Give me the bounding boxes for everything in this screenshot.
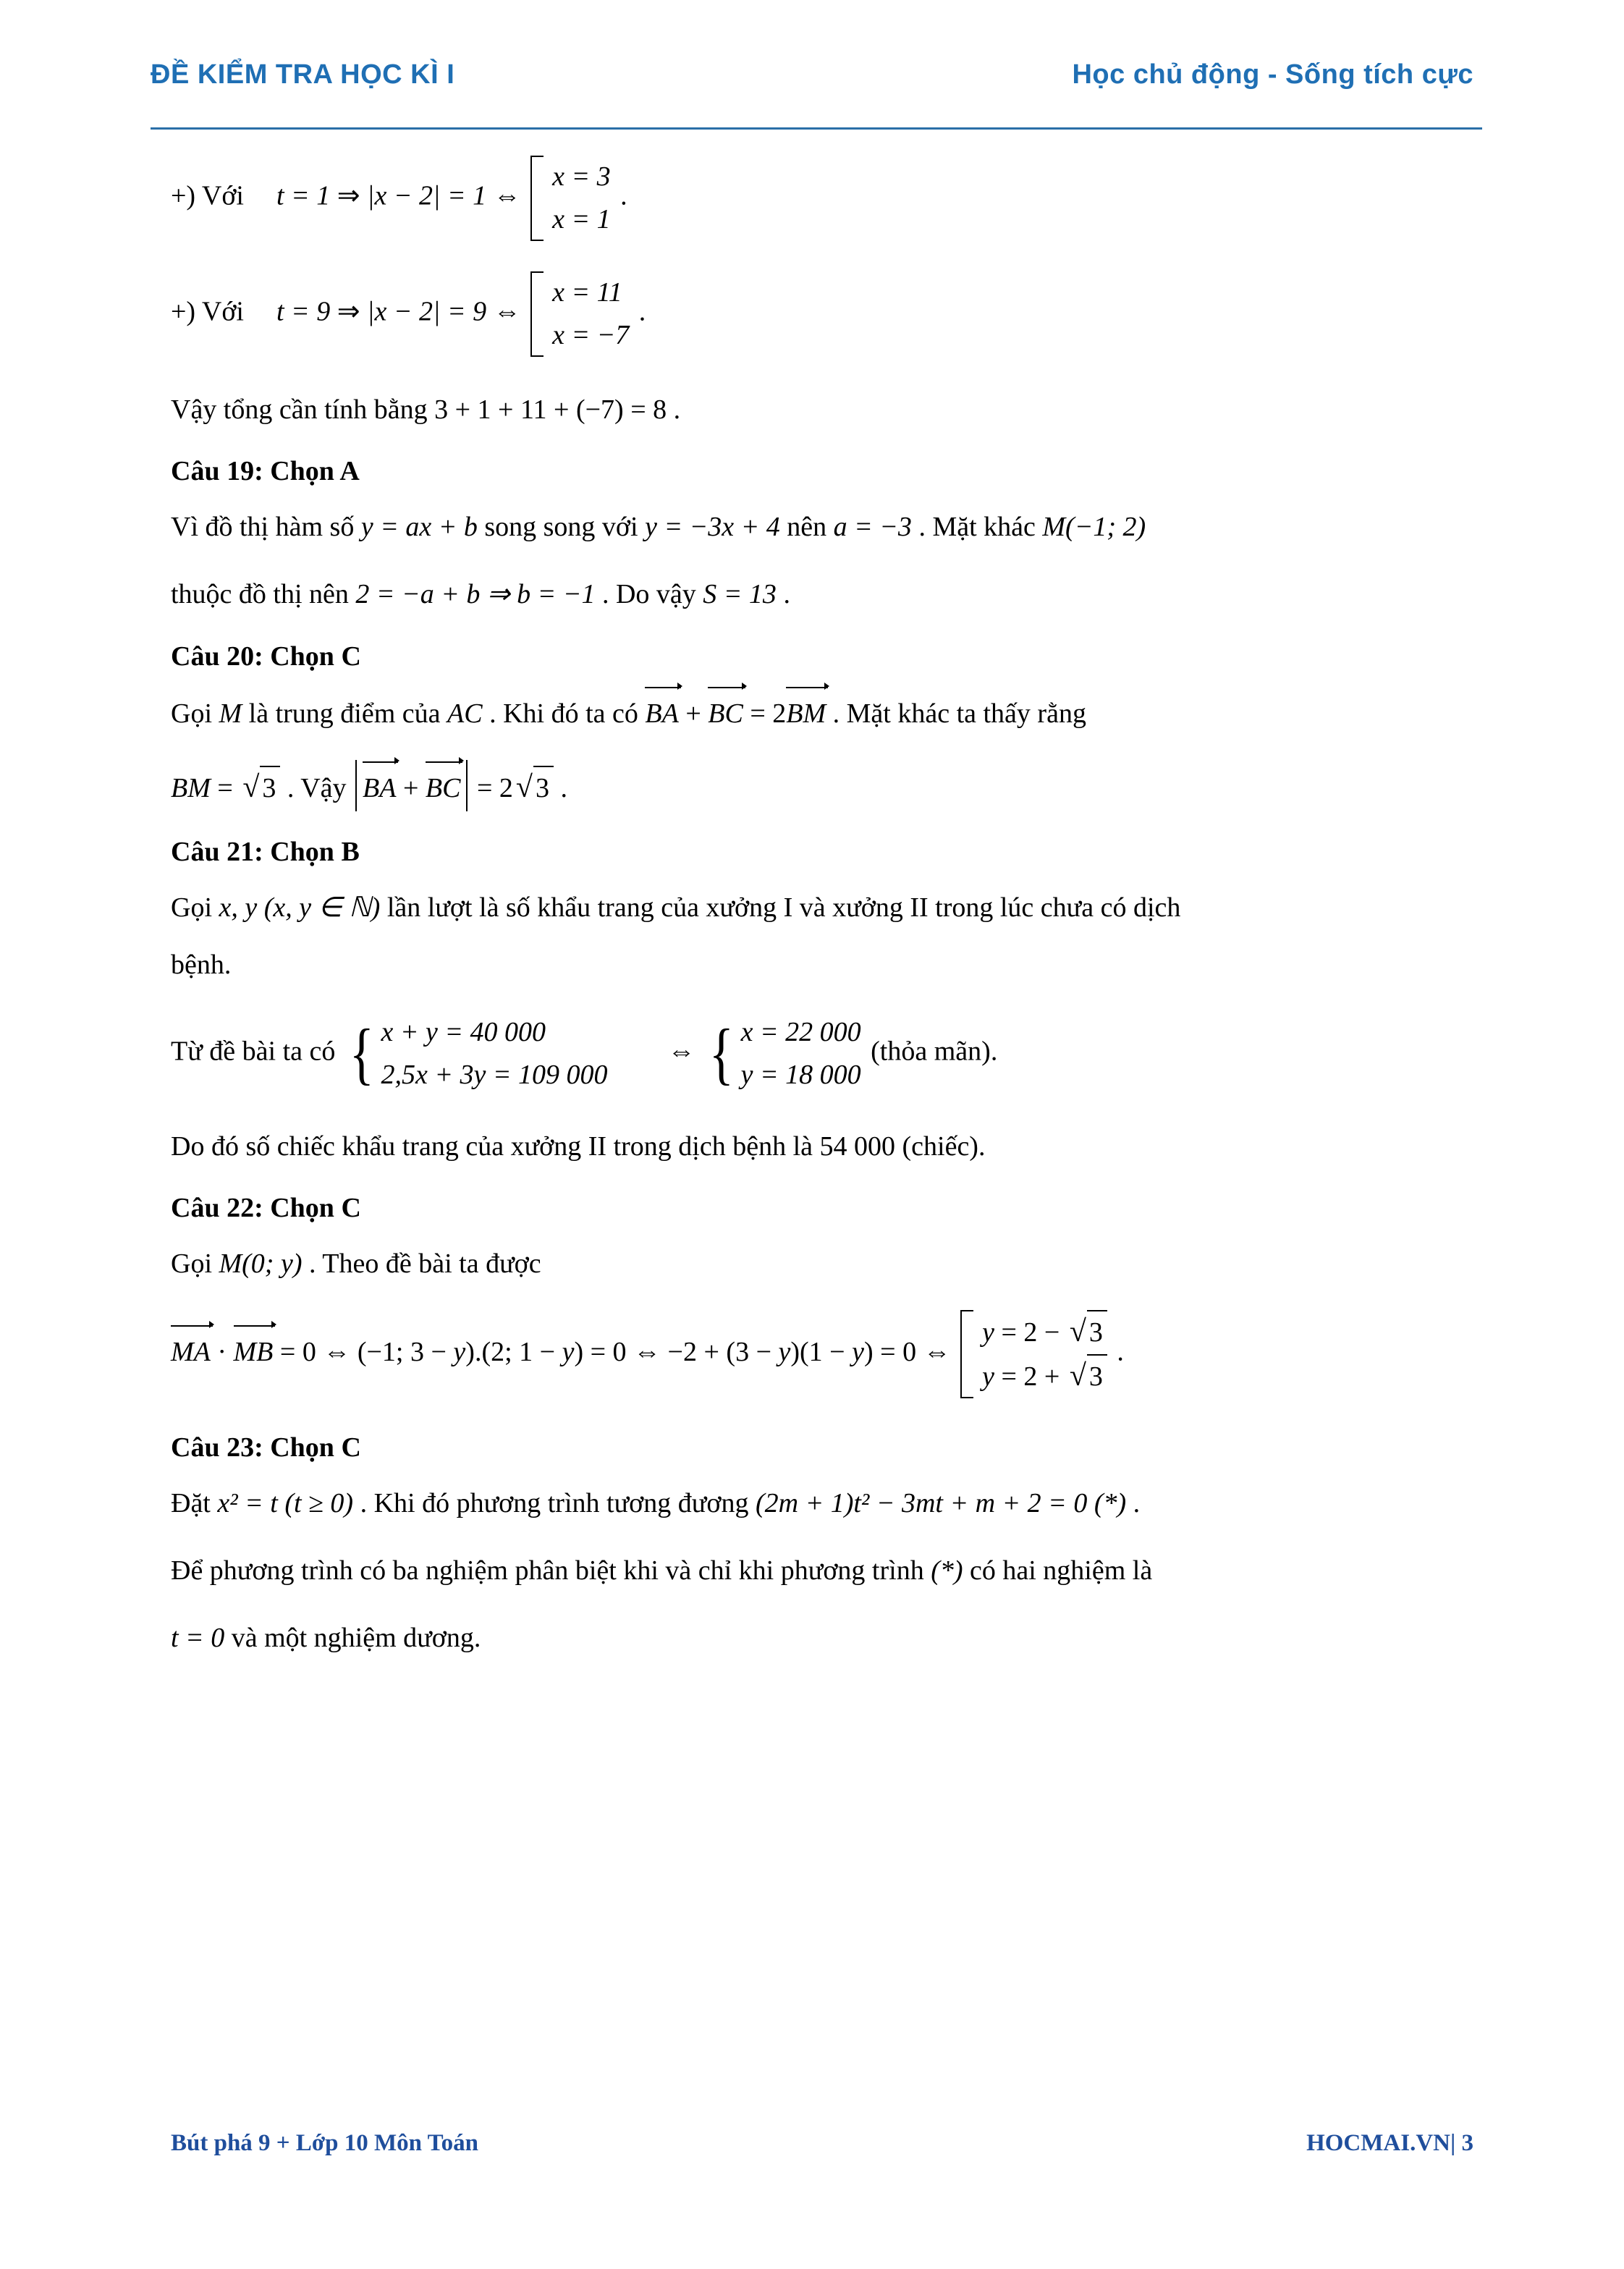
case2-implies: ⇒ [337,296,360,327]
sum-period: . [673,394,681,425]
q21-thoa-man: (thỏa mãn). [871,1036,998,1067]
question-19-paragraph-1 [171,506,1472,549]
q20-text-d: . Mặt khác ta thấy rằng [832,698,1086,730]
q19-p2-formula-1: 2 = −a + b ⇒ b = −1 [355,579,596,610]
q21-p4-text-a: Do đó số chiếc khẩu trang của xưởng II trong dịch bệnh là [171,1131,813,1162]
case2-iff: ⇔ [493,296,521,327]
q20-bm-length: BM = √ 3 [171,773,287,803]
question-21-paragraph-1 [171,887,1472,929]
q19-p2-text-c: . [783,579,790,610]
q19-p2-formula-2: S = 13 [703,579,777,610]
q22-point-m: M(0; y) [219,1248,303,1280]
q21-system-1: { x + y = 40 000 2,5x + 3y = 109 000 [345,1011,608,1097]
header-left-title: ĐỀ KIỂM TRA HỌC KÌ I [151,59,455,90]
q21-p4-text-b: (chiếc). [902,1131,986,1162]
q23-text-a: Đặt [171,1488,211,1519]
case2-abs-equation: |x − 2| = 9 [367,296,487,327]
page-header [151,59,1473,90]
q20-p2-period: . [560,773,567,804]
q23-text-c: . [1133,1488,1141,1519]
sum-text: Vậy tổng cần tính bằng [171,394,428,425]
q19-text-a: Vì đồ thị hàm số [171,512,355,543]
case-t-equals-9 [171,271,1472,357]
case2-root-1: x = 11 [552,276,622,308]
q23-p3-text: và một nghiệm dương. [231,1622,481,1653]
question-19-paragraph-2 [171,573,1472,616]
case1-bracket [530,156,544,241]
header-right-slogan: Học chủ động - Sống tích cực [1072,59,1473,90]
header-divider [151,127,1482,130]
q20-p2-text-a: . Vậy [287,773,347,804]
case2-bracket [530,271,544,357]
question-23-paragraph-2 [171,1550,1472,1592]
q22-root-system [960,1310,1107,1398]
q21-system-2: { x = 22 000 y = 18 000 [705,1011,861,1097]
q21-sys1-row-1: x + y = 40 000 [381,1016,546,1047]
q19-p2-text-a: thuộc đồ thị nên [171,579,349,610]
q21-variables: x, y (x, y ∈ ℕ) [219,892,381,924]
question-22-paragraph-1 [171,1243,1472,1285]
question-21-paragraph-2: bệnh. [171,949,232,980]
document-body [171,156,1472,1684]
q21-iff: ⇔ [667,1036,695,1067]
q22-period: . [1117,1336,1124,1367]
case1-abs-equation: |x − 2| = 1 [367,180,487,211]
q19-text-b: song song với [484,512,638,543]
q23-p2-text-a: Để phương trình có ba nghiệm phân biệt khi và chỉ khi phương trình [171,1555,924,1586]
q20-point-m: M [219,698,242,730]
question-22-heading: Câu 22: Chọn C [171,1193,361,1224]
q19-formula-4: M(−1; 2) [1042,512,1146,543]
q21-sys2-row-2: y = 18 000 [740,1059,861,1090]
q23-t-zero: t = 0 [171,1622,225,1653]
case1-root-1: x = 3 [552,161,611,192]
question-21-system-line [171,1011,1472,1097]
case2-root-system [530,271,629,357]
question-20-paragraph-2 [171,760,1472,811]
q20-text-b: là trung điểm của [248,698,441,730]
q22-root-1: y = 2 − √ 3 [982,1310,1107,1354]
footer-right-text: HOCMAI.VN| 3 [1306,2130,1473,2156]
q23-substitution: x² = t (t ≥ 0) [217,1488,354,1519]
sum-expression: 3 + 1 + 11 + (−7) = 8 [434,394,667,425]
q19-text-d: . Mặt khác [918,512,1036,543]
question-20-heading: Câu 20: Chọn C [171,641,361,672]
case1-root-system [530,156,611,241]
q20-text-a: Gọi [171,698,212,730]
q23-star-ref: (*) [931,1555,963,1586]
q19-formula-2: y = −3x + 4 [645,512,780,543]
page-footer [171,2130,1473,2157]
q20-segment-ac: AC [447,698,483,730]
q22-root-2: y = 2 + √ 3 [982,1354,1107,1398]
question-21-heading: Câu 21: Chọn B [171,837,360,868]
q22-dot-product: MA · MB = 0 ⇔ (−1; 3 − y).(2; 1 − y) = 0 ⇔ −2 + (3 − y)(1 − y) = 0 ⇔ [171,1337,957,1367]
q20-text-c: . Khi đó ta có [489,698,638,730]
q21-text-a: Gọi [171,892,212,924]
question-23-paragraph-1 [171,1482,1472,1525]
q19-p2-text-b: . Do vậy [601,579,696,610]
question-20-paragraph-1 [171,691,1472,735]
q21-sys1-row-2: 2,5x + 3y = 109 000 [381,1059,608,1090]
question-22-main-equation [171,1310,1472,1398]
q21-sys2-row-1: x = 22 000 [740,1016,861,1047]
q21-system-text: Từ đề bài ta có [171,1036,336,1067]
question-23-paragraph-3 [171,1617,1472,1660]
q19-formula-1: y = ax + b [360,512,478,543]
q22-text-a: Gọi [171,1248,212,1280]
q19-text-c: nên [787,512,827,543]
sum-line [171,389,1472,431]
case1-t-value: t = 1 [276,180,331,211]
footer-left-text: Bút phá 9 + Lớp 10 Môn Toán [171,2130,478,2156]
case1-prefix: +) Với [171,180,244,211]
q20-vector-equation: BA + BC = 2BM [645,698,832,729]
q23-equation-star: (2m + 1)t² − 3mt + m + 2 = 0 (*) [755,1488,1127,1519]
case2-period: . [638,296,646,327]
q22-bracket [960,1310,973,1398]
q23-p2-text-b: có hai nghiệm là [970,1555,1153,1586]
case1-root-2: x = 1 [552,203,611,234]
q21-p4-value: 54 000 [819,1131,895,1162]
question-19-heading: Câu 19: Chọn A [171,456,360,487]
q22-text-b: . Theo đề bài ta được [308,1248,541,1280]
question-23-heading: Câu 23: Chọn C [171,1432,361,1463]
q20-vector-magnitude: BA + BC = 2√ 3 [353,773,560,803]
q23-text-b: . Khi đó phương trình tương đương [360,1488,749,1519]
q19-formula-3: a = −3 [833,512,912,543]
q21-text-b: lần lượt là số khẩu trang của xưởng I và xưởng II trong lúc chưa có dịch [386,892,1181,924]
case-t-equals-1 [171,156,1472,241]
case1-implies: ⇒ [337,180,360,211]
case2-root-2: x = −7 [552,319,630,350]
case2-prefix: +) Với [171,296,244,327]
question-21-paragraph-4 [171,1125,1472,1168]
case1-period: . [620,180,627,211]
case2-t-value: t = 9 [276,296,331,327]
case1-iff: ⇔ [493,180,521,211]
